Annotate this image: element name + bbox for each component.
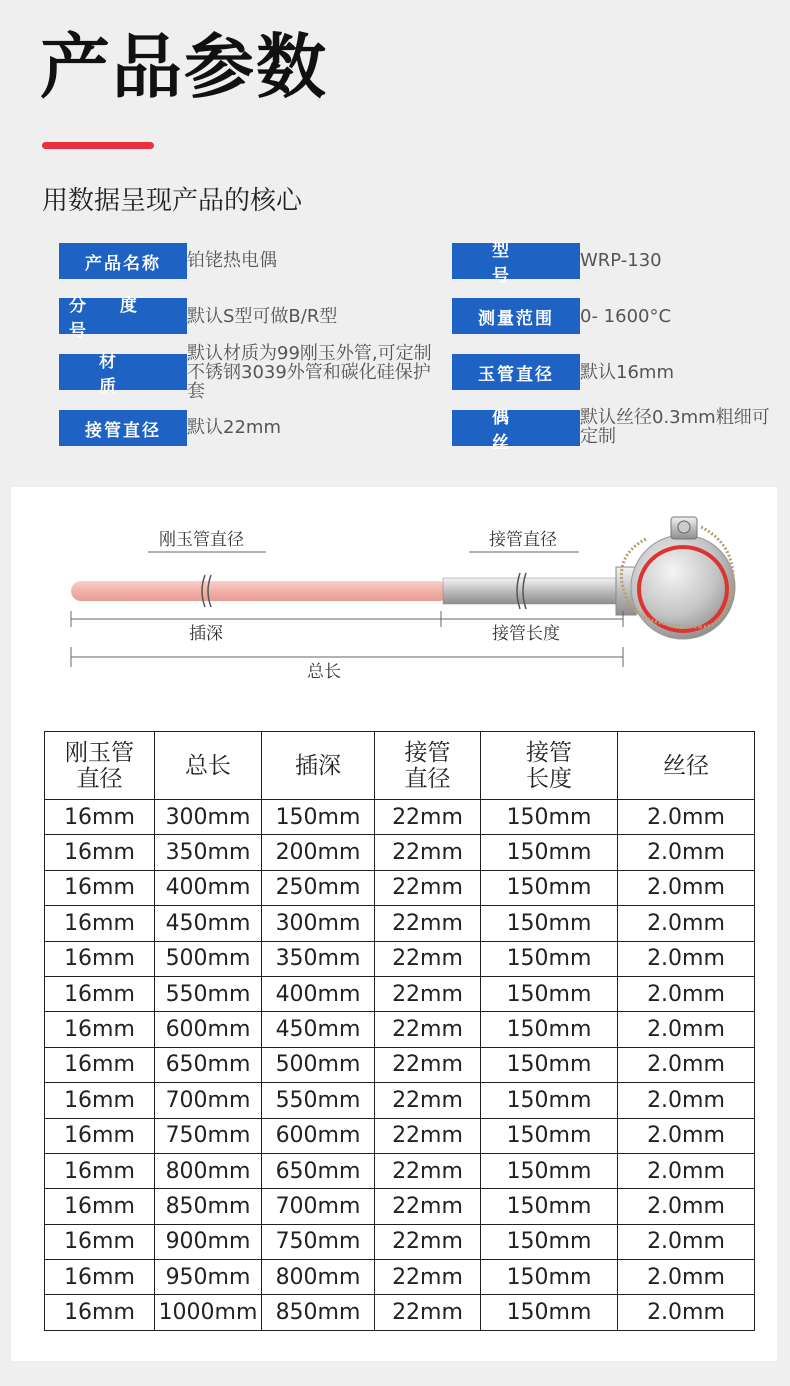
table-cell: 2.0mm — [618, 1012, 755, 1047]
table-row — [45, 1083, 755, 1118]
table-cell: 2.0mm — [618, 1083, 755, 1118]
table-cell: 2.0mm — [618, 870, 755, 905]
table-row — [45, 1012, 755, 1047]
table-cell: 16mm — [45, 1153, 155, 1188]
table-cell: 22mm — [375, 800, 481, 835]
table-cell: 150mm — [481, 976, 618, 1011]
table-cell: 16mm — [45, 870, 155, 905]
table-cell: 150mm — [481, 1118, 618, 1153]
table-cell: 2.0mm — [618, 1118, 755, 1153]
table-cell: 22mm — [375, 1295, 481, 1330]
table-cell: 500mm — [262, 1047, 375, 1082]
table-cell: 600mm — [262, 1118, 375, 1153]
table-cell: 150mm — [481, 870, 618, 905]
table-cell: 850mm — [262, 1295, 375, 1330]
table-cell: 150mm — [481, 835, 618, 870]
table-cell: 300mm — [155, 800, 262, 835]
table-cell: 2.0mm — [618, 976, 755, 1011]
table-cell: 150mm — [481, 1083, 618, 1118]
table-cell: 22mm — [375, 1153, 481, 1188]
table-cell: 22mm — [375, 1118, 481, 1153]
table-cell: 600mm — [155, 1012, 262, 1047]
table-body — [45, 800, 755, 1331]
spec-graduation — [59, 296, 338, 341]
table-cell: 22mm — [375, 941, 481, 976]
spec-value: WRP-130 — [580, 250, 662, 271]
table-cell: 800mm — [155, 1153, 262, 1188]
table-cell: 22mm — [375, 1260, 481, 1295]
table-cell: 16mm — [45, 1189, 155, 1224]
spec-model — [452, 241, 662, 286]
table-cell: 150mm — [481, 1153, 618, 1188]
table-row — [45, 941, 755, 976]
spec-label: 玉管直径 — [452, 354, 580, 390]
table-cell: 150mm — [481, 1295, 618, 1330]
table-cell: 150mm — [481, 1012, 618, 1047]
spec-couple-wire — [452, 407, 770, 453]
table-cell: 950mm — [155, 1260, 262, 1295]
spec-label: 分 度 号 — [59, 298, 187, 334]
table-cell: 1000mm — [155, 1295, 262, 1330]
table-cell: 350mm — [155, 835, 262, 870]
spec-label: 测量范围 — [452, 298, 580, 334]
table-cell: 400mm — [155, 870, 262, 905]
diagram-label-connector-length: 接管长度 — [492, 624, 560, 644]
table-cell: 700mm — [155, 1083, 262, 1118]
table-cell: 16mm — [45, 1047, 155, 1082]
table-cell: 22mm — [375, 870, 481, 905]
table-cell: 16mm — [45, 1083, 155, 1118]
title-underline — [42, 142, 154, 149]
table-header: 丝径 — [618, 732, 755, 800]
table-cell: 150mm — [481, 1047, 618, 1082]
table-cell: 150mm — [481, 1224, 618, 1259]
table-row — [45, 1189, 755, 1224]
table-cell: 16mm — [45, 835, 155, 870]
table-cell: 800mm — [262, 1260, 375, 1295]
table-cell: 200mm — [262, 835, 375, 870]
table-cell: 22mm — [375, 976, 481, 1011]
table-cell: 16mm — [45, 1295, 155, 1330]
product-card — [11, 487, 777, 1361]
table-cell: 22mm — [375, 835, 481, 870]
table-cell: 350mm — [262, 941, 375, 976]
table-cell: 150mm — [481, 906, 618, 941]
table-cell: 16mm — [45, 941, 155, 976]
table-cell: 2.0mm — [618, 1295, 755, 1330]
spec-value: 默认S型可做B/R型 — [187, 306, 338, 327]
table-cell: 750mm — [262, 1224, 375, 1259]
spec-value: 0- 1600°C — [580, 306, 672, 327]
table-cell: 16mm — [45, 1118, 155, 1153]
table-cell: 22mm — [375, 1083, 481, 1118]
table-cell: 500mm — [155, 941, 262, 976]
spec-label: 型 号 — [452, 243, 580, 279]
spec-value: 默认22mm — [187, 417, 281, 438]
table-cell: 16mm — [45, 1260, 155, 1295]
spec-value: 默认材质为99刚玉外管,可定制不锈钢3039外管和碳化硅保护套 — [187, 343, 432, 402]
table-cell: 150mm — [262, 800, 375, 835]
table-cell: 2.0mm — [618, 1189, 755, 1224]
table-header: 接管 长度 — [481, 732, 618, 800]
table-cell: 150mm — [481, 941, 618, 976]
spec-tube-diameter — [452, 354, 674, 390]
table-cell: 22mm — [375, 1189, 481, 1224]
diagram-label-insertion-depth: 插深 — [189, 624, 223, 644]
table-header: 插深 — [262, 732, 375, 800]
table-cell: 850mm — [155, 1189, 262, 1224]
table-cell: 16mm — [45, 1012, 155, 1047]
table-cell: 16mm — [45, 976, 155, 1011]
spec-value: 默认丝径0.3mm粗细可定制 — [580, 407, 770, 447]
table-header: 接管 直径 — [375, 732, 481, 800]
spec-label: 材 质 — [59, 354, 187, 390]
table-row — [45, 976, 755, 1011]
table-row — [45, 800, 755, 835]
table-cell: 2.0mm — [618, 906, 755, 941]
table-cell: 450mm — [262, 1012, 375, 1047]
table-cell: 2.0mm — [618, 1224, 755, 1259]
table-cell: 2.0mm — [618, 941, 755, 976]
size-table — [44, 731, 755, 1331]
diagram-label-connector-diameter: 接管直径 — [489, 530, 557, 550]
table-row — [45, 835, 755, 870]
table-cell: 300mm — [262, 906, 375, 941]
table-cell: 550mm — [262, 1083, 375, 1118]
diagram-label-total-length: 总长 — [307, 662, 341, 682]
table-cell: 150mm — [481, 1260, 618, 1295]
spec-product-name — [59, 243, 277, 279]
table-cell: 22mm — [375, 1224, 481, 1259]
table-header: 总长 — [155, 732, 262, 800]
table-cell: 150mm — [481, 1189, 618, 1224]
table-row — [45, 1224, 755, 1259]
table-header-row — [45, 732, 755, 800]
table-cell: 16mm — [45, 1224, 155, 1259]
table-cell: 650mm — [262, 1153, 375, 1188]
spec-label: 偶 丝 — [452, 410, 580, 446]
table-row — [45, 1153, 755, 1188]
spec-label: 接管直径 — [59, 410, 187, 446]
table-cell: 2.0mm — [618, 835, 755, 870]
table-row — [45, 870, 755, 905]
table-cell: 650mm — [155, 1047, 262, 1082]
table-row — [45, 1118, 755, 1153]
table-cell: 16mm — [45, 906, 155, 941]
spec-connector-diameter — [59, 410, 281, 446]
table-cell: 750mm — [155, 1118, 262, 1153]
spec-value: 铂铑热电偶 — [187, 250, 277, 271]
table-row — [45, 906, 755, 941]
table-header: 刚玉管 直径 — [45, 732, 155, 800]
diagram-label-tube-diameter: 刚玉管直径 — [159, 530, 244, 550]
table-cell: 450mm — [155, 906, 262, 941]
table-cell: 550mm — [155, 976, 262, 1011]
thermocouple-diagram — [11, 487, 777, 707]
spec-label: 产品名称 — [59, 243, 187, 279]
table-cell: 16mm — [45, 800, 155, 835]
table-cell: 2.0mm — [618, 1153, 755, 1188]
table-cell: 22mm — [375, 1047, 481, 1082]
table-cell: 22mm — [375, 1012, 481, 1047]
table-cell: 250mm — [262, 870, 375, 905]
table-row — [45, 1260, 755, 1295]
table-cell: 700mm — [262, 1189, 375, 1224]
page-subtitle: 用数据呈现产品的核心 — [42, 186, 303, 216]
spec-value: 默认16mm — [580, 362, 674, 383]
table-row — [45, 1047, 755, 1082]
table-cell: 2.0mm — [618, 800, 755, 835]
table-cell: 2.0mm — [618, 1047, 755, 1082]
table-cell: 2.0mm — [618, 1260, 755, 1295]
table-row — [45, 1295, 755, 1330]
table-cell: 400mm — [262, 976, 375, 1011]
page-title: 产品参数 — [40, 26, 328, 108]
thermocouple-illustration — [11, 487, 777, 707]
table-cell: 150mm — [481, 800, 618, 835]
table-cell: 900mm — [155, 1224, 262, 1259]
spec-material — [59, 343, 432, 402]
spec-range — [452, 298, 672, 334]
table-cell: 22mm — [375, 906, 481, 941]
